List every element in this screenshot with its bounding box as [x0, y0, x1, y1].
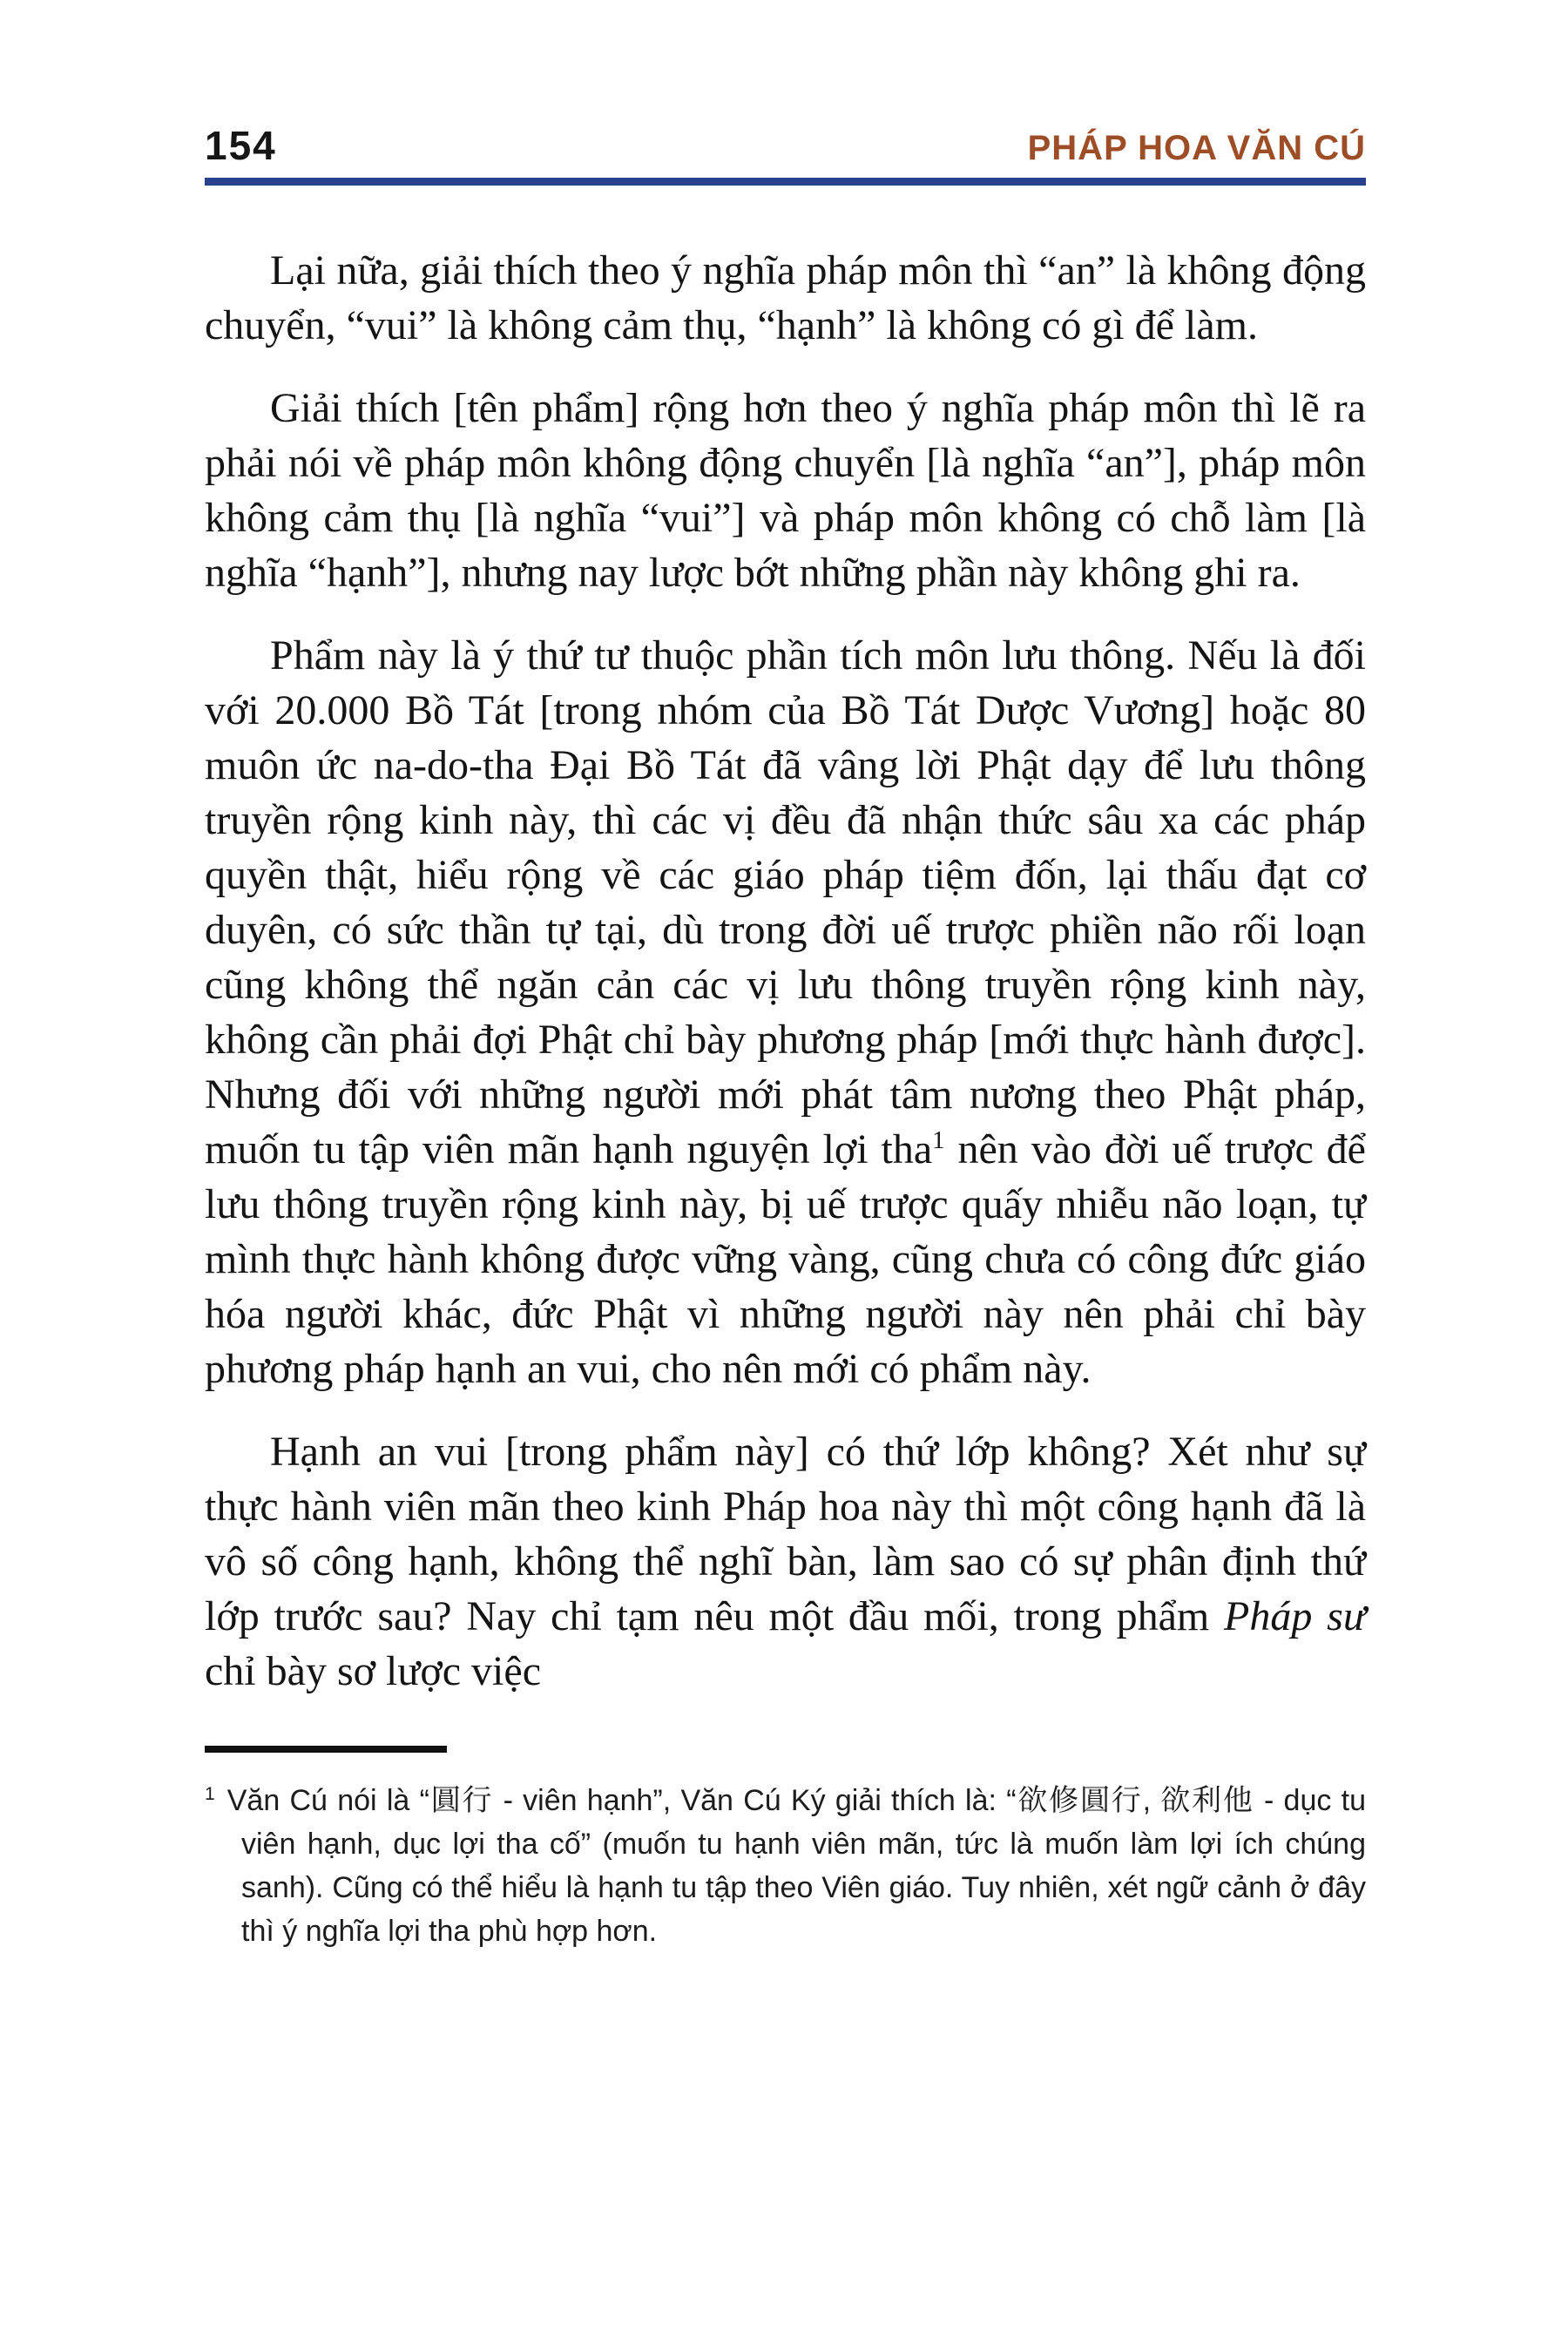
paragraph-4-text-b: chỉ bày sơ lược việc [205, 1648, 541, 1694]
paragraph-4-text-a: Hạnh an vui [trong phẩm này] có thứ lớp không? Xét như sự thực hành viên mãn theo kinh Pháp hoa này thì một công hạnh đã là vô số công hạnh, không thể nghĩ bàn, làm sao có sự phân định thứ lớp trước sau? Nay chỉ tạm nêu một đầu mối, trong phẩm [205, 1429, 1366, 1639]
footnote-text: Văn Cú nói là “圓行 - viên hạnh”, Văn Cú Ký giải thích là: “欲修圓行, 欲利他 - dục tu viên hạnh, dục lợi tha cố” (muốn tu hạnh viên mãn, tức là muốn làm lợi ích chúng sanh). Cũng có thể hiểu là hạnh tu tập theo Viên giáo. Tuy nhiên, xét ngữ cảnh ở đây thì ý nghĩa lợi tha phù hợp hơn. [226, 1784, 1366, 1948]
paragraph-3 [205, 628, 1366, 1396]
footnote-reference: 1 [932, 1126, 945, 1154]
paragraph-2: Giải thích [tên phẩm] rộng hơn theo ý nghĩa pháp môn thì lẽ ra phải nói về pháp môn không động chuyển [là nghĩa “an”], pháp môn không cảm thụ [là nghĩa “vui”] và pháp môn không có chỗ làm [là nghĩa “hạnh”], nhưng nay lược bớt những phần này không ghi ra. [205, 385, 1366, 596]
page-header [205, 122, 1366, 169]
paragraph-3-text-b: nên vào đời uế trược để lưu thông truyền rộng kinh này, bị uế trược quấy nhiễu não loạn, tự mình thực hành không được vững vàng, cũng chưa có công đức giáo hóa người khác, đức Phật vì những người này nên phải chỉ bày phương pháp hạnh an vui, cho nên mới có phẩm này. [205, 1126, 1366, 1392]
paragraph-1: Lại nữa, giải thích theo ý nghĩa pháp môn thì “an” là không động chuyển, “vui” là không cảm thụ, “hạnh” là không có gì để làm. [205, 247, 1366, 348]
body-text [205, 243, 1366, 1699]
header-rule [205, 178, 1366, 186]
chapter-title-italic: Pháp sư [1224, 1593, 1367, 1639]
page-number: 154 [205, 123, 277, 168]
running-title: PHÁP HOA VĂN CÚ [1027, 129, 1366, 167]
footnote [205, 1779, 1366, 1953]
footnote-marker: 1 [205, 1783, 215, 1804]
footnote-separator [205, 1746, 447, 1753]
paragraph-4 [205, 1424, 1366, 1699]
paragraph-3-text-a: Phẩm này là ý thứ tư thuộc phần tích môn lưu thông. Nếu là đối với 20.000 Bồ Tát [trong nhóm của Bồ Tát Dược Vương] hoặc 80 muôn ức na-do-tha Đại Bồ Tát đã vâng lời Phật dạy để lưu thông truyền rộng kinh này, thì các vị đều đã nhận thức sâu xa các pháp quyền thật, hiểu rộng về các giáo pháp tiệm đốn, lại thấu đạt cơ duyên, có sức thần tự tại, dù trong đời uế trược phiền não rối loạn cũng không thể ngăn cản các vị lưu thông truyền rộng kinh này, không cần phải đợi Phật chỉ bày phương pháp [mới thực hành được]. Nhưng đối với những người mới phát tâm nương theo Phật pháp, muốn tu tập viên mãn hạnh nguyện lợi tha [205, 632, 1366, 1173]
